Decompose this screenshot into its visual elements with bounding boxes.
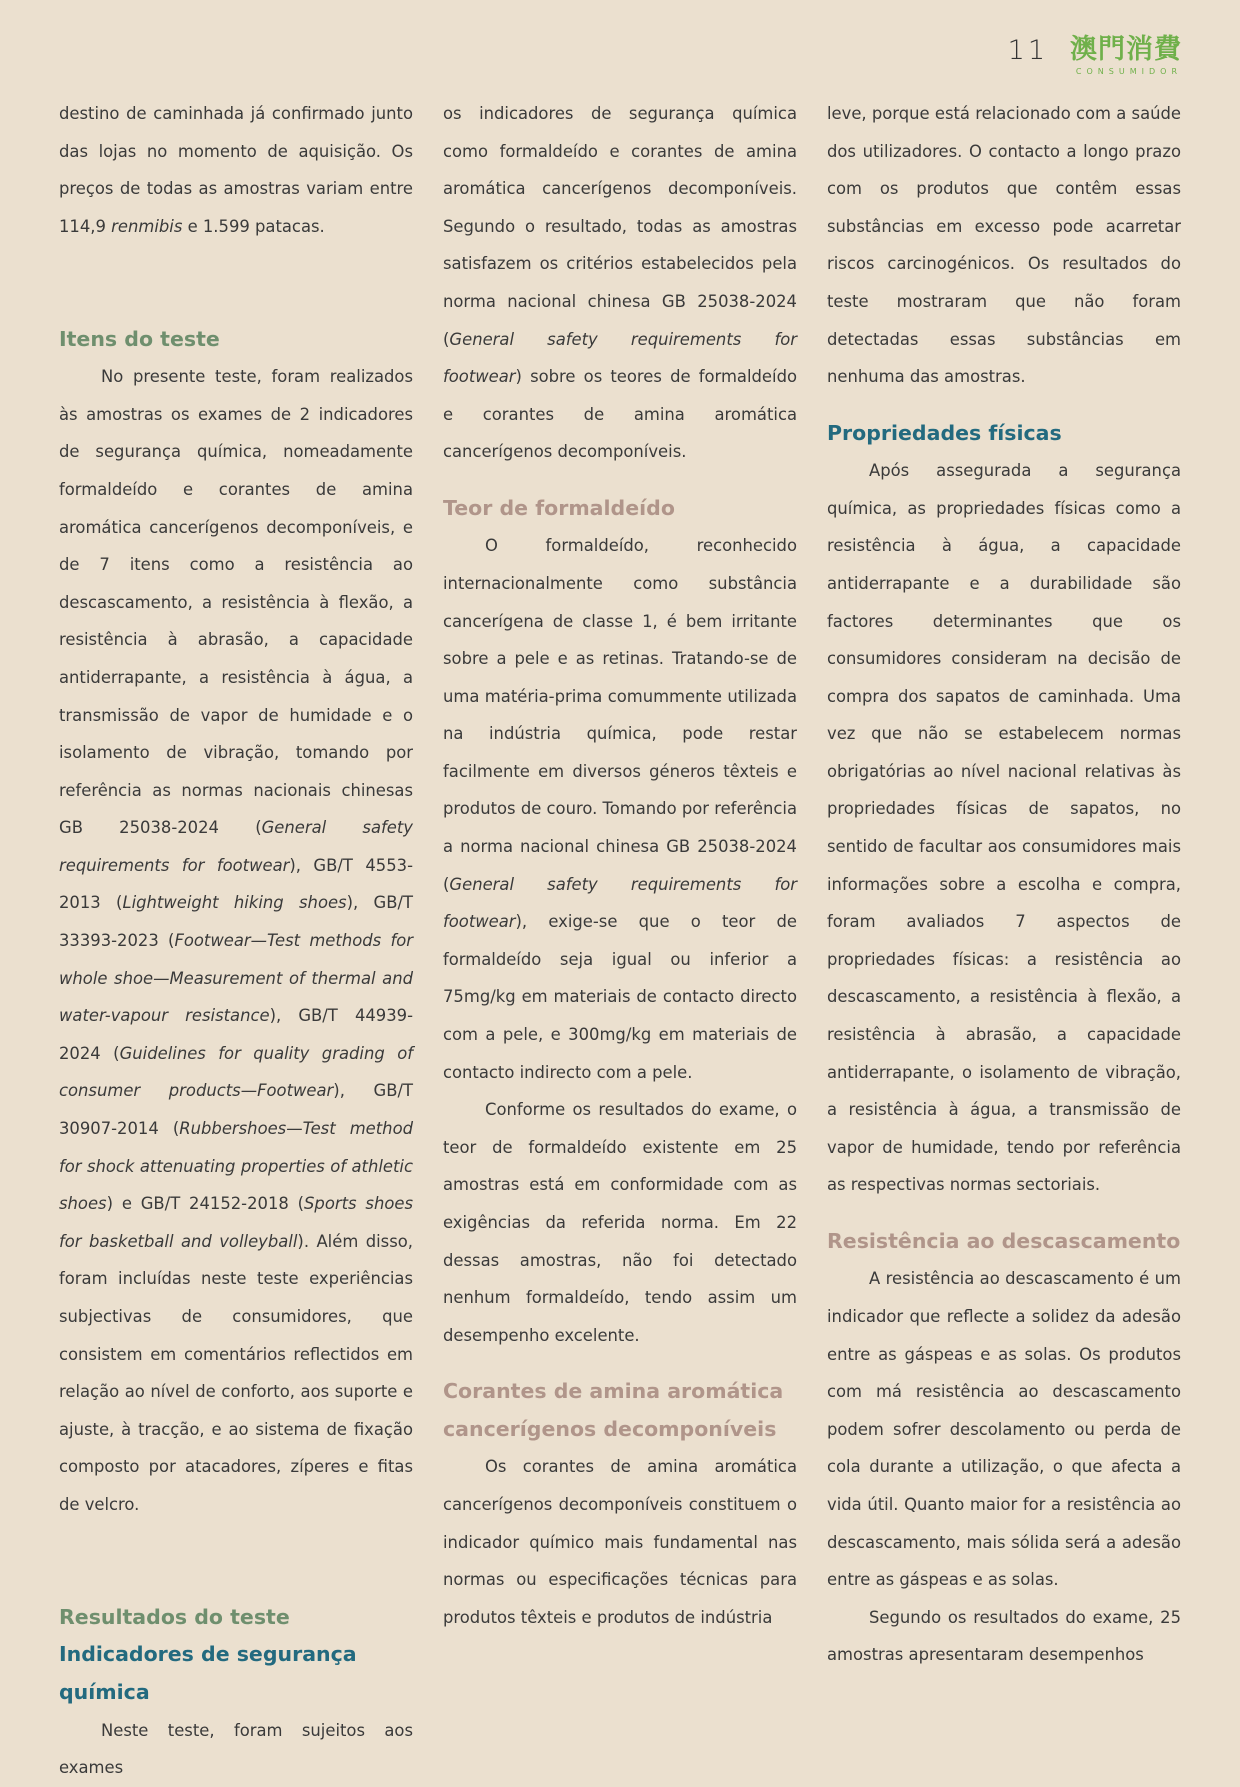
paragraph-teor: O formaldeído, reconhecido internacionalmente como substância cancerígena de classe 1, é bem irritante sobre a pele e as retinas. Tratando-se de uma matéria-prima comummente utilizada na indústria química, pode restar facilmente em diversos géneros têxteis e produtos de couro. Tomando por referência a norma nacional chinesa GB 25038-2024 (General safety requirements for footwear), exige-se que o teor de formaldeído seja igual ou inferior a 75mg/kg em materiais de contacto directo com a pele, e 300mg/kg em materiais de contacto indirecto com a pele. [443, 536, 797, 1082]
paragraph-corantes: Os corantes de amina aromática cancerígenos decomponíveis constituem o indicador químico mais fundamental nas normas ou especificações técnicas para produtos têxteis e produtos de indústria [443, 1457, 797, 1627]
heading-propriedades-fisicas: Propriedades físicas [827, 420, 1062, 445]
heading-resultados-do-teste: Resultados do teste [59, 1604, 290, 1629]
logo-subtitle: CONSUMIDOR [1075, 67, 1182, 76]
paragraph-neste-teste: Neste teste, foram sujeitos aos exames [59, 1720, 413, 1778]
paragraph-itens: No presente teste, foram realizados às amostras os exames de 2 indicadores de segurança química, nomeadamente formaldeído e corantes de amina aromática cancerígenos decomponíveis, e de 7 itens como a resistência ao descascamento, a resistência à flexão, a resistência à abrasão, a capacidade antiderrapante, a resistência à água, a transmissão de vapor de humidade e o isolamento de vibração, tomando por referência as normas nacionais chinesas GB 25038-2024 (General safety requirements for footwear), GB/T 4553-2013 (Lightweight hiking shoes), GB/T 33393-2023 (Footwear—Test methods for whole shoe—Measurement of thermal and water-vapour resistance), GB/T 44939-2024 (Guidelines for quality grading of consumer products—Footwear), GB/T 30907-2014 (Rubbershoes—Test method for shock attenuating properties of athletic shoes) e GB/T 24152-2018 (Sports shoes for basketball and volleyball). Além disso, foram incluídas neste teste experiências subjectivas de consumidores, que consistem em comentários reflectidos em relação ao nível de conforto, aos suporte e ajuste, à tracção, e ao sistema de fixação composto por atacadores, zíperes e fitas de velcro. [59, 367, 414, 1514]
column-2 [443, 95, 797, 1787]
heading-resistencia-descascamento: Resistência ao descascamento [827, 1228, 1181, 1253]
column-3 [827, 95, 1181, 1787]
paragraph-intro: destino de caminhada já confirmado junto das lojas no momento de aquisição. Os preços de todas as amostras variam entre 114,9 renmibis e 1.599 patacas. [59, 104, 413, 236]
paragraph-conforme: Conforme os resultados do exame, o teor de formaldeído existente em 25 amostras está em conformidade com as exigências da referida norma. Em 22 dessas amostras, não foi detectado nenhum formaldeído, tendo assim um desempenho excelente. [443, 1100, 797, 1345]
paragraph-segundo: Segundo os resultados do exame, 25 amostras apresentaram desempenhos [827, 1607, 1181, 1665]
heading-indicadores-seguranca: Indicadores de segurança química [59, 1642, 357, 1704]
paragraph-corantes-cont: leve, porque está relacionado com a saúde dos utilizadores. O contacto a longo prazo com os produtos que contêm essas substâncias em excesso pode acarretar riscos carcinogénicos. Os resultados do teste mostraram que não foram detectadas essas substâncias em nenhuma das amostras. [827, 104, 1181, 387]
page-header [1008, 34, 1182, 77]
page-number: 11 [1007, 35, 1048, 66]
heading-teor-formaldeido: Teor de formaldeído [443, 495, 675, 520]
column-1 [59, 95, 413, 1787]
heading-corantes: Corantes de amina aromática cancerígenos decomponíveis [443, 1379, 784, 1441]
heading-itens-do-teste: Itens do teste [59, 326, 220, 351]
logo-text: 澳門消費 [1070, 34, 1182, 65]
paragraph-resistencia: A resistência ao descascamento é um indicador que reflecte a solidez da adesão entre as gáspeas e as solas. Os produtos com má resistência ao descascamento podem sofrer descolamento ou perda de cola durante a utilização, o que afecta a vida útil. Quanto maior for a resistência ao descascamento, mais sólida será a adesão entre as gáspeas e as solas. [827, 1269, 1181, 1590]
consumidor-logo [1070, 34, 1182, 77]
paragraph-indicadores-cont: os indicadores de segurança química como formaldeído e corantes de amina aromática cancerígenos decomponíveis. Segundo o resultado, todas as amostras satisfazem os critérios estabelecidos pela norma nacional chinesa GB 25038-2024 (General safety requirements for footwear) sobre os teores de formaldeído e corantes de amina aromática cancerígenos decomponíveis. [443, 104, 797, 462]
article-body [59, 95, 1181, 1787]
paragraph-propriedades: Após assegurada a segurança química, as propriedades físicas como a resistência à água, a capacidade antiderrapante e a durabilidade são factores determinantes que os consumidores consideram na decisão de compra dos sapatos de caminhada. Uma vez que não se estabelecem normas obrigatórias ao nível nacional relativas às propriedades físicas de sapatos, no sentido de facultar aos consumidores mais informações sobre a escolha e compra, foram avaliados 7 aspectos de propriedades físicas: a resistência ao descascamento, a resistência à flexão, a resistência à abrasão, a capacidade antiderrapante, o isolamento de vibração, a resistência à água, a transmissão de vapor de humidade, tendo por referência as respectivas normas sectoriais. [827, 461, 1181, 1195]
